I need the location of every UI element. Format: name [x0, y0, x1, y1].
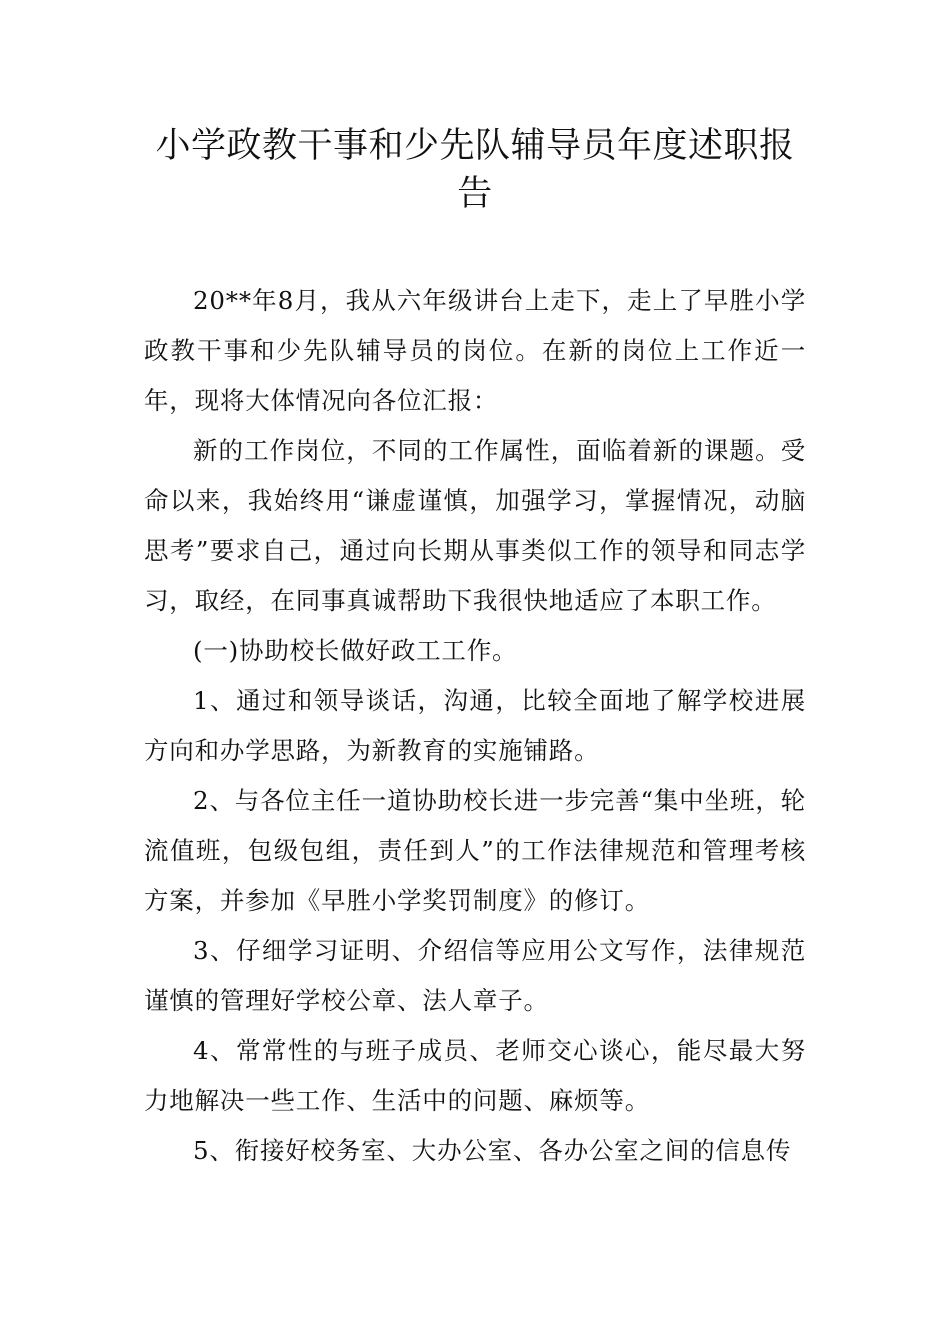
list-item-1: 1、通过和领导谈话，沟通，比较全面地了解学校进展方向和办学思路，为新教育的实施铺路。: [144, 686, 806, 765]
section-heading-1: (一)协助校长做好政工工作。: [193, 636, 518, 665]
list-item-2: 2、与各位主任一道协助校长进一步完善“集中坐班，轮流值班，包级包组，责任到人”的工作法律规范和管理考核方案，并参加《早胜小学奖罚制度》的修订。: [144, 786, 806, 915]
list-item-5: 5、衔接好校务室、大办公室、各办公室之间的信息传: [193, 1136, 792, 1165]
list-item-3: 3、仔细学习证明、介绍信等应用公文写作，法律规范谨慎的管理好学校公章、法人章子。: [144, 936, 806, 1015]
list-item-4: 4、常常性的与班子成员、老师交心谈心，能尽最大努力地解决一些工作、生活中的问题、麻烦等。: [144, 1036, 806, 1115]
paragraph-new-post: 新的工作岗位，不同的工作属性，面临着新的课题。受命以来，我始终用“谦虚谨慎，加强学习，掌握情况，动脑思考”要求自己，通过向长期从事类似工作的领导和同志学习，取经，在同事真诚帮助下我很快地适应了本职工作。: [144, 436, 806, 615]
document-title: 小学政教干事和少先队辅导员年度述职报告: [155, 126, 795, 214]
paragraph-intro: 20**年8月，我从六年级讲台上走下，走上了早胜小学政教干事和少先队辅导员的岗位。在新的岗位上工作近一年，现将大体情况向各位汇报：: [144, 286, 806, 415]
document-body: [144, 276, 806, 1176]
